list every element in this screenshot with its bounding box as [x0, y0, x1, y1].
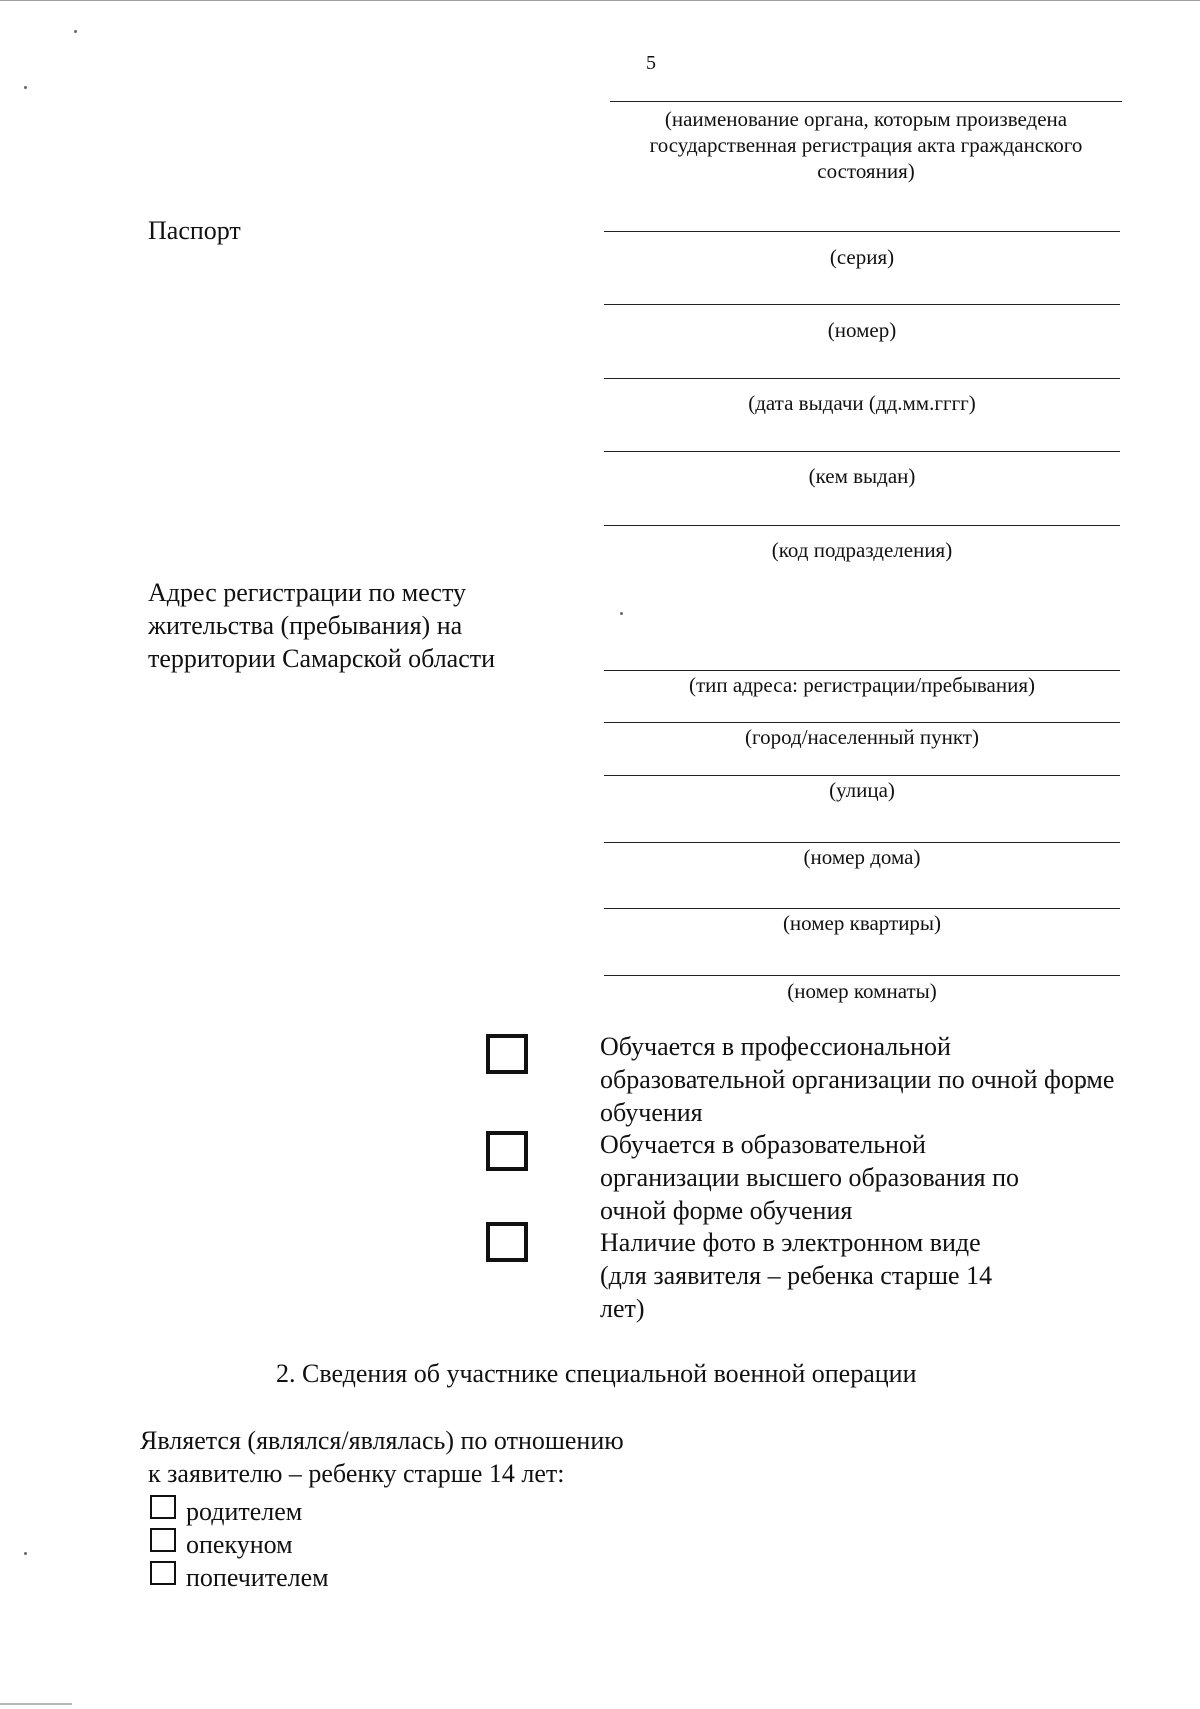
address-house-caption: (номер дома): [803, 845, 921, 869]
passport-number-line[interactable]: [604, 304, 1120, 305]
address-room-caption: (номер комнаты): [787, 979, 937, 1003]
scan-edge-top: [0, 0, 1200, 3]
choice-trustee: попечителем: [186, 1563, 329, 1592]
passport-series-line[interactable]: [604, 231, 1120, 232]
choice-parent: родителем: [186, 1497, 303, 1526]
passport-series-caption: (серия): [829, 245, 895, 269]
address-street-caption: (улица): [829, 778, 895, 802]
passport-division-code-caption: (код подразделения): [771, 538, 953, 562]
checkbox-electronic-photo[interactable]: [486, 1222, 528, 1262]
choice-guardian: опекуном: [186, 1530, 293, 1559]
option-professional-education: Обучается в профессиональной образовательной организации по очной форме обучения: [600, 1032, 1115, 1127]
scan-speck: [620, 612, 623, 615]
checkbox-guardian[interactable]: [150, 1528, 176, 1552]
scan-speck: [74, 30, 77, 33]
authority-line[interactable]: [610, 101, 1122, 102]
address-type-caption: (тип адреса: регистрации/пребывания): [689, 673, 1035, 697]
passport-issue-date-caption: (дата выдачи (дд.мм.гггг): [748, 391, 976, 415]
address-type-line[interactable]: [604, 670, 1120, 671]
address-apartment-caption: (номер квартиры): [782, 911, 942, 935]
address-street-line[interactable]: [604, 775, 1120, 776]
passport-division-code-line[interactable]: [604, 525, 1120, 526]
address-city-line[interactable]: [604, 722, 1120, 723]
address-apartment-line[interactable]: [604, 908, 1120, 909]
option-higher-education: Обучается в образовательной организации высшего образования по очной форме обучения: [600, 1130, 1020, 1225]
address-house-line[interactable]: [604, 842, 1120, 843]
checkbox-higher-education[interactable]: [486, 1131, 528, 1171]
checkbox-trustee[interactable]: [150, 1561, 176, 1585]
checkbox-professional-education[interactable]: [486, 1034, 528, 1074]
address-city-caption: (город/населенный пункт): [745, 725, 979, 749]
page-number: 5: [646, 52, 656, 74]
checkbox-parent[interactable]: [150, 1495, 176, 1519]
address-label: Адрес регистрации по месту жительства (пребывания) на территории Самарской области: [148, 578, 496, 673]
relation-question-line1: Является (являлся/являлась) по отношению: [140, 1426, 624, 1455]
passport-issued-by-caption: (кем выдан): [808, 464, 916, 488]
authority-caption: (наименование органа, которым произведена государственная регистрация акта гражданского состояния): [649, 107, 1083, 183]
relation-question-line2: к заявителю – ребенку старше 14 лет:: [148, 1459, 565, 1488]
passport-number-caption: (номер): [827, 318, 897, 342]
scan-speck: [24, 86, 27, 89]
section-2-title: 2. Сведения об участнике специальной военной операции: [276, 1359, 917, 1388]
passport-issue-date-line[interactable]: [604, 378, 1120, 379]
scan-edge-bottom: [0, 1703, 72, 1705]
option-electronic-photo: Наличие фото в электронном виде (для заявителя – ребенка старше 14 лет): [600, 1228, 993, 1323]
passport-label: Паспорт: [148, 216, 241, 245]
address-room-line[interactable]: [604, 975, 1120, 976]
scan-speck: [24, 1552, 27, 1555]
passport-issued-by-line[interactable]: [604, 451, 1120, 452]
